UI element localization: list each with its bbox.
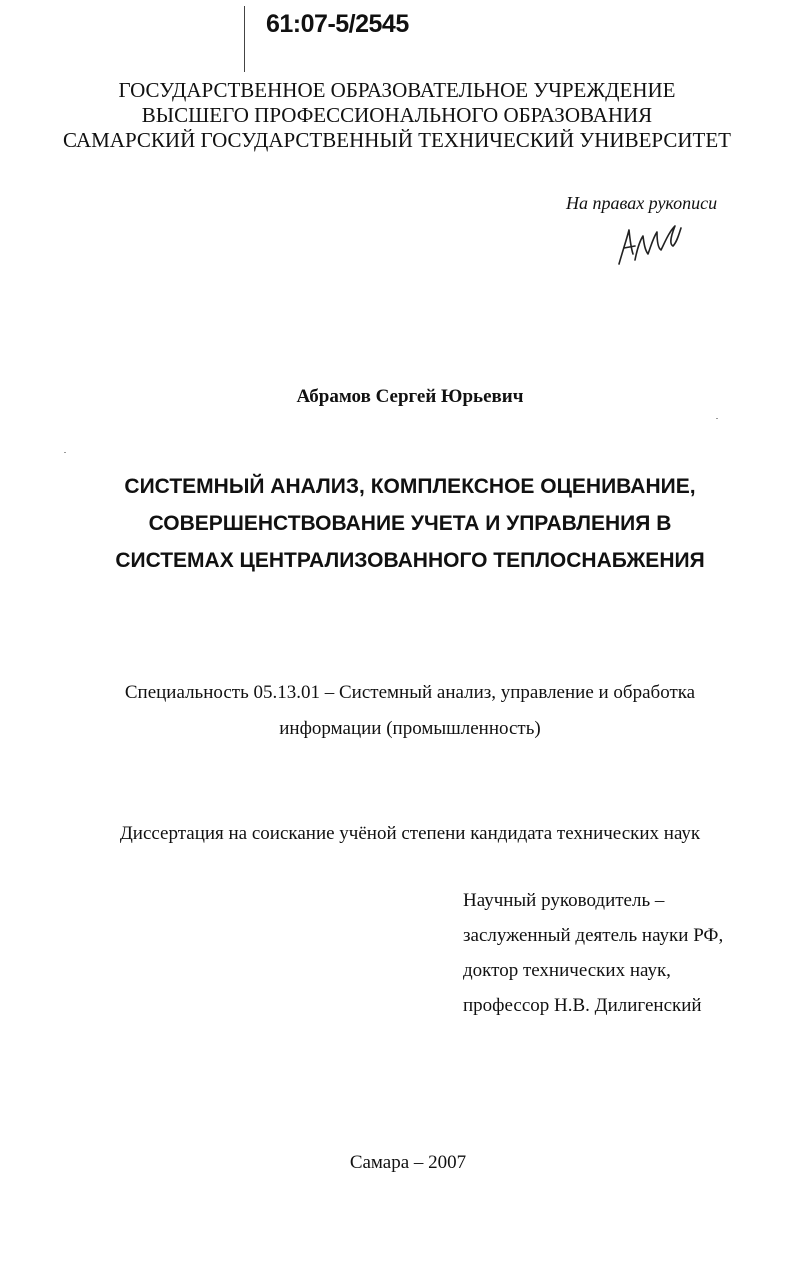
archive-stamp-line: [244, 6, 245, 72]
institution-line: САМАРСКИЙ ГОСУДАРСТВЕННЫЙ ТЕХНИЧЕСКИЙ УНИВЕРСИТЕТ: [62, 128, 731, 152]
title-line: СИСТЕМНЫЙ АНАЛИЗ, КОМПЛЕКСНОЕ ОЦЕНИВАНИЕ,: [124, 475, 696, 498]
scan-speck: [716, 418, 718, 419]
title-line: СИСТЕМАХ ЦЕНТРАЛИЗОВАННОГО ТЕПЛОСНАБЖЕНИЯ: [115, 549, 705, 572]
institution-line: ВЫСШЕГО ПРОФЕССИОНАЛЬНОГО ОБРАЗОВАНИЯ: [141, 103, 653, 127]
institution-line: ГОСУДАРСТВЕННОЕ ОБРАЗОВАТЕЛЬНОЕ УЧРЕЖДЕНИЕ: [118, 78, 676, 102]
advisor-line: профессор Н.В. Дилигенский: [463, 995, 702, 1016]
advisor-line: Научный руководитель –: [463, 890, 665, 911]
scan-speck: [64, 452, 66, 453]
author-name: Абрамов Сергей Юрьевич: [296, 386, 524, 407]
catalog-number: 61:07-5/2545: [266, 10, 409, 38]
title-line: СОВЕРШЕНСТВОВАНИЕ УЧЕТА И УПРАВЛЕНИЯ В: [148, 512, 672, 535]
city-year: Самара – 2007: [349, 1152, 467, 1173]
rights-note: На правах рукописи: [566, 193, 718, 213]
scientific-advisor: [463, 883, 723, 1023]
specialty: [0, 675, 794, 747]
handwritten-signature: [615, 220, 685, 268]
institution-header: [0, 78, 794, 153]
advisor-line: доктор технических наук,: [463, 960, 671, 981]
dissertation-statement: Диссертация на соискание учёной степени кандидата технических наук: [119, 823, 701, 844]
specialty-line: Специальность 05.13.01 – Системный анализ, управление и обработка: [124, 682, 696, 703]
advisor-line: заслуженный деятель науки РФ,: [463, 925, 724, 946]
specialty-line: информации (промышленность): [279, 718, 541, 739]
thesis-title: [0, 468, 794, 579]
